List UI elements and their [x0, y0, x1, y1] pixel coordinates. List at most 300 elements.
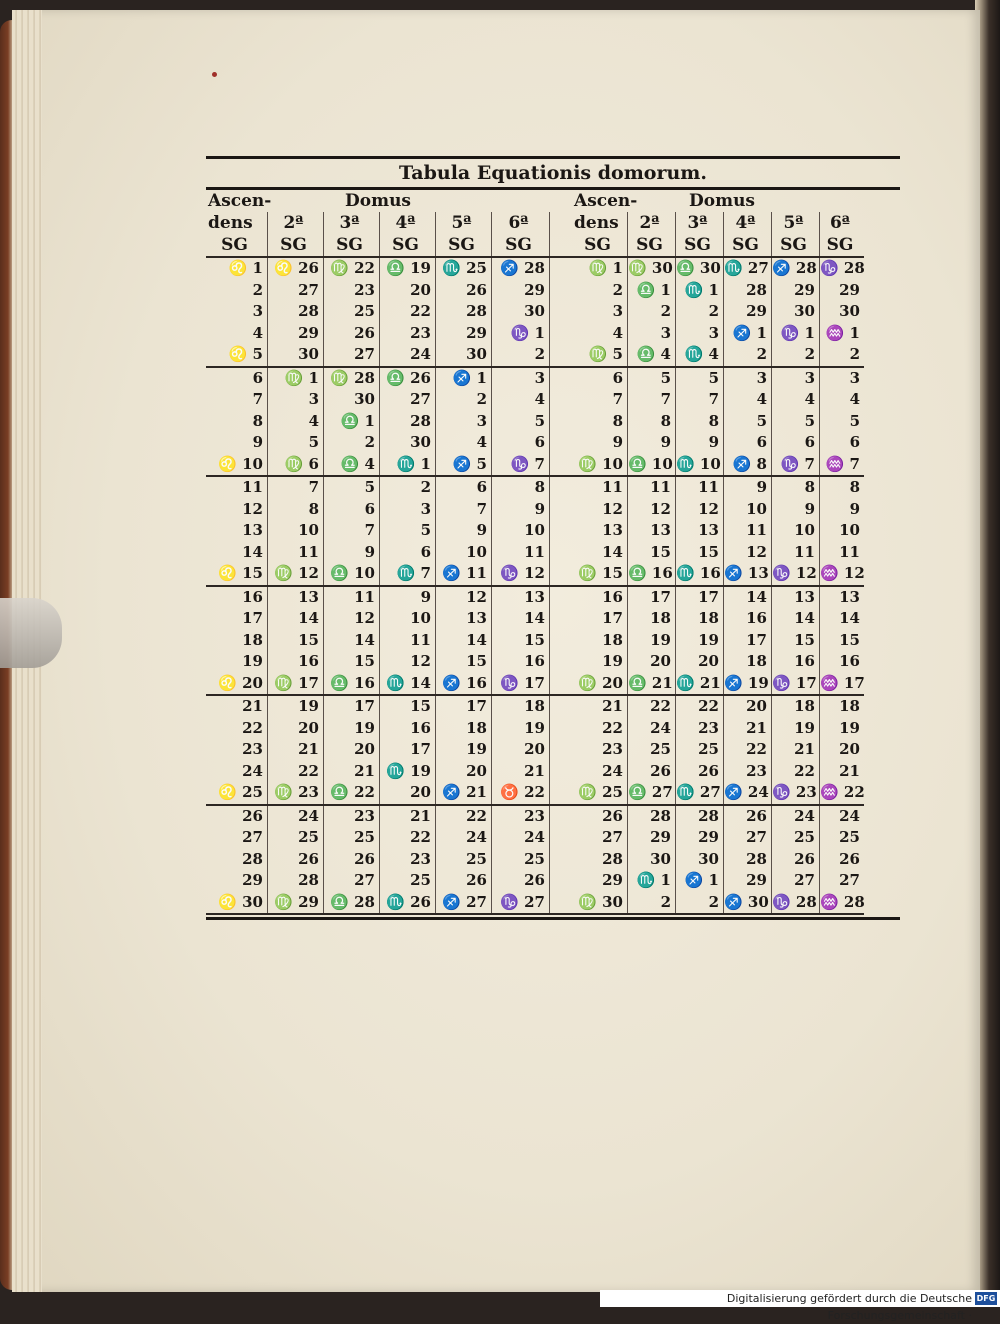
table-cell: 2 [324, 432, 380, 454]
table-cell: ♐ 27 [436, 892, 492, 914]
table-cell: ♎ 28 [324, 892, 380, 914]
table-cell: ♍ 1 [572, 258, 628, 280]
table-cell: 15 [772, 630, 820, 652]
table-cell: 2 [849, 345, 860, 363]
spacer [550, 630, 572, 652]
table-cell: 17 [380, 739, 436, 761]
left-house-2: 2ª [268, 212, 324, 234]
table-cell: 18 [628, 608, 676, 630]
table-cell: 5 [724, 411, 772, 433]
table-cell: 26 [724, 806, 772, 828]
table-cell: 16 [724, 608, 772, 630]
table-cell: 4 [849, 390, 860, 408]
spacer [550, 389, 572, 411]
table-cell: ♐ 11 [436, 563, 492, 585]
table-cell: 16 [572, 587, 628, 609]
table-cell: 22 [676, 696, 724, 718]
table-cell: ♎ 16 [628, 563, 676, 585]
table-cell: 17 [572, 608, 628, 630]
table-cell: 11 [628, 477, 676, 499]
table-cell: 22 [268, 761, 324, 783]
table-cell: ♐ 13 [724, 563, 772, 585]
spacer [550, 499, 572, 521]
table-cell: ♎ 10 [324, 563, 380, 585]
table-title: Tabula Equationis domorum. [398, 162, 708, 184]
table-cell: ♏ 25 [436, 258, 492, 280]
table-cell: 21 [572, 696, 628, 718]
table-cell: 13 [572, 520, 628, 542]
table-cell: 19 [676, 630, 724, 652]
table-cell: 21 [324, 761, 380, 783]
table-cell: 14 [268, 608, 324, 630]
table-cell: ♍ 22 [324, 258, 380, 280]
table-cell: 30 [676, 849, 724, 871]
table-cell: 10 [724, 499, 772, 521]
table-cell: 29 [772, 280, 820, 302]
table-cell: 22 [572, 718, 628, 740]
table-cell: 6 [849, 433, 860, 451]
table-cell: 2 [380, 477, 436, 499]
table-cell: 5 [628, 368, 676, 390]
table-cell: 6 [724, 432, 772, 454]
table-cell: ♑ 7 [772, 454, 820, 476]
table-cell: 14 [436, 630, 492, 652]
table-cell: 11 [676, 477, 724, 499]
table-cell: 24 [268, 806, 324, 828]
table-cell: 27 [380, 389, 436, 411]
table-cell: 20 [436, 761, 492, 783]
table-cell: 19 [492, 718, 550, 740]
table-cell: 4 [268, 411, 324, 433]
table-cell: 11 [492, 542, 550, 564]
table-cell: 26 [324, 849, 380, 871]
table-cell: 26 [628, 761, 676, 783]
table-cell: ♎ 21 [628, 673, 676, 695]
table-cell: ♑ 12 [772, 563, 820, 585]
table-cell: 30 [268, 344, 324, 366]
table-cell: ♑ 23 [772, 782, 820, 804]
table-cell: 29 [206, 870, 268, 892]
table-cell: 19 [572, 651, 628, 673]
table-cell: 28 [628, 806, 676, 828]
table-cell: 23 [492, 806, 550, 828]
table-cell: 17 [206, 608, 268, 630]
table-cell: 17 [676, 587, 724, 609]
right-house-4: 4ª [724, 212, 772, 234]
equation-of-houses-table [206, 156, 900, 920]
table-cell: 25 [268, 827, 324, 849]
spacer [550, 301, 572, 323]
table-cell: 7 [572, 389, 628, 411]
table-cell: 19 [324, 718, 380, 740]
table-cell: 25 [436, 849, 492, 871]
table-cell: ♐ 1 [676, 870, 724, 892]
sg-label: SG [676, 234, 724, 256]
table-cell: 8 [572, 411, 628, 433]
table-cell: 28 [572, 849, 628, 871]
spacer [550, 542, 572, 564]
table-cell: 16 [492, 651, 550, 673]
spacer [772, 190, 820, 212]
table-cell: 5 [268, 432, 324, 454]
table-cell: ♑ 27 [492, 892, 550, 914]
table-cell: 23 [324, 280, 380, 302]
table-cell: 28 [268, 301, 324, 323]
table-cell: 25 [628, 739, 676, 761]
table-cell: 29 [572, 870, 628, 892]
table-cell: ♍ 30 [628, 258, 676, 280]
table-cell: 23 [380, 323, 436, 345]
table-cell: ♒ 1 [825, 323, 860, 342]
table-cell: 27 [772, 870, 820, 892]
table-cell: 15 [268, 630, 324, 652]
table-cell: 25 [380, 870, 436, 892]
table-cell: 9 [380, 587, 436, 609]
table-cell: ♐ 1 [436, 368, 492, 390]
table-cell: 3 [724, 368, 772, 390]
table-cell: 25 [492, 849, 550, 871]
table-cell: ♏ 10 [676, 454, 724, 476]
spacer [550, 806, 572, 828]
table-cell: 4 [572, 323, 628, 345]
table-cell: 26 [206, 806, 268, 828]
table-cell: 7 [324, 520, 380, 542]
spacer [550, 849, 572, 871]
table-cell: ♒ 28 [820, 892, 865, 911]
table-cell: 3 [436, 411, 492, 433]
table-cell: 5 [676, 368, 724, 390]
table-cell: ♏ 14 [380, 673, 436, 695]
table-cell: 4 [492, 389, 550, 411]
table-cell: 12 [436, 587, 492, 609]
bottom-rule [206, 917, 900, 920]
table-cell: 6 [206, 368, 268, 390]
table-cell: ♑ 7 [492, 454, 550, 476]
table-cell: 19 [839, 718, 860, 737]
table-cell: 7 [628, 389, 676, 411]
table-cell: ♐ 19 [724, 673, 772, 695]
table-cell: ♍ 25 [572, 782, 628, 804]
table-cell: ♍ 1 [268, 368, 324, 390]
spacer [550, 651, 572, 673]
table-cell: 3 [572, 301, 628, 323]
table-cell: 2 [724, 344, 772, 366]
table-cell: ♎ 4 [324, 454, 380, 476]
table-cell: ♎ 26 [380, 368, 436, 390]
table-cell: ♍ 20 [572, 673, 628, 695]
table-cell: ♌ 30 [206, 892, 268, 914]
table-cell: 2 [676, 301, 724, 323]
table-cell: 21 [268, 739, 324, 761]
table-cell: 22 [628, 696, 676, 718]
table-cell: 8 [849, 478, 860, 496]
right-house-5: 5ª [772, 212, 820, 234]
sg-label: SG [628, 234, 676, 256]
table-cell: ♍ 5 [572, 344, 628, 366]
table-cell: ♍ 15 [572, 563, 628, 585]
table-cell: 30 [628, 849, 676, 871]
spacer [550, 344, 572, 366]
spacer [550, 454, 572, 476]
table-cell: ♎ 22 [324, 782, 380, 804]
table-cell: 30 [380, 432, 436, 454]
spacer [550, 870, 572, 892]
left-house-5: 5ª [436, 212, 492, 234]
table-cell: 3 [206, 301, 268, 323]
right-ascen-label: Ascen- [574, 191, 638, 211]
table-cell: 25 [676, 739, 724, 761]
table-cell: ♏ 16 [676, 563, 724, 585]
table-cell: 21 [206, 696, 268, 718]
table-cell: 10 [772, 520, 820, 542]
table-cell: ♎ 30 [676, 258, 724, 280]
spacer [550, 892, 572, 914]
table-cell: ♍ 23 [268, 782, 324, 804]
table-cell: 22 [436, 806, 492, 828]
table-cell: 16 [839, 652, 860, 670]
table-cell: ♍ 10 [572, 454, 628, 476]
table-cell: 24 [380, 344, 436, 366]
table-cell: ♒ 7 [825, 454, 860, 473]
table-cell: 4 [724, 389, 772, 411]
table-cell: 22 [772, 761, 820, 783]
sg-label: SG [826, 235, 854, 255]
left-house-4: 4ª [380, 212, 436, 234]
table-cell: ♌ 26 [268, 258, 324, 280]
table-cell: 14 [572, 542, 628, 564]
spacer [550, 432, 572, 454]
table-cell: 29 [724, 301, 772, 323]
table-cell: 9 [206, 432, 268, 454]
table-cell: 13 [628, 520, 676, 542]
table-cell: 19 [206, 651, 268, 673]
spacer [492, 190, 550, 212]
table-cell: 10 [436, 542, 492, 564]
spacer [550, 212, 572, 234]
table-cell: 27 [839, 871, 860, 889]
table-cell: 17 [436, 696, 492, 718]
table-cell: 20 [380, 782, 436, 804]
table-cell: 29 [839, 280, 860, 299]
table-cell: 11 [206, 477, 268, 499]
table-cell: ♏ 21 [676, 673, 724, 695]
table-cell: 28 [380, 411, 436, 433]
table-cell: 26 [839, 849, 860, 868]
table-cell: ♑ 1 [492, 323, 550, 345]
table-cell: 13 [839, 587, 860, 606]
spacer [550, 280, 572, 302]
spacer [550, 608, 572, 630]
red-ink-mark [212, 72, 217, 77]
table-cell: ♒ 17 [820, 673, 865, 692]
right-house-2: 2ª [628, 212, 676, 234]
table-cell: ♍ 6 [268, 454, 324, 476]
table-cell: 9 [724, 477, 772, 499]
spacer [550, 696, 572, 718]
table-cell: ♎ 16 [324, 673, 380, 695]
table-cell: 8 [676, 411, 724, 433]
table-cell: ♌ 25 [206, 782, 268, 804]
spacer [820, 190, 864, 212]
table-cell: 7 [436, 499, 492, 521]
spacer [550, 563, 572, 585]
spacer [628, 190, 676, 212]
table-cell: 24 [572, 761, 628, 783]
table-cell: 10 [380, 608, 436, 630]
table-cell: 26 [492, 870, 550, 892]
table-cell: 2 [772, 344, 820, 366]
table-cell: 27 [324, 344, 380, 366]
table-cell: 29 [492, 280, 550, 302]
table-cell: 12 [676, 499, 724, 521]
table-cell: 11 [839, 542, 860, 561]
table-cell: 24 [772, 806, 820, 828]
table-cell: 2 [572, 280, 628, 302]
table-cell: 2 [492, 344, 550, 366]
table-cell: ♏ 1 [676, 280, 724, 302]
table-cell: 18 [492, 696, 550, 718]
sg-label: SG [206, 234, 268, 256]
sg-label: SG [324, 234, 380, 256]
table-cell: 9 [324, 542, 380, 564]
table-cell: ♎ 19 [380, 258, 436, 280]
sg-label: SG [436, 234, 492, 256]
spacer [550, 673, 572, 695]
table-cell: 25 [324, 301, 380, 323]
table-cell: ♐ 5 [436, 454, 492, 476]
table-cell: ♍ 30 [572, 892, 628, 914]
table-cell: 2 [676, 892, 724, 914]
table-grid [206, 190, 900, 915]
table-cell: 11 [724, 520, 772, 542]
table-cell: 8 [492, 477, 550, 499]
table-cell: 24 [492, 827, 550, 849]
table-cell: 13 [676, 520, 724, 542]
table-cell: 3 [676, 323, 724, 345]
table-cell: 21 [492, 761, 550, 783]
table-cell: 22 [206, 718, 268, 740]
table-cell: 12 [572, 499, 628, 521]
table-cell: ♏ 19 [380, 761, 436, 783]
spacer [550, 718, 572, 740]
table-cell: ♑ 28 [772, 892, 820, 914]
table-cell: 8 [628, 411, 676, 433]
table-cell: 15 [628, 542, 676, 564]
table-cell: 27 [268, 280, 324, 302]
table-cell: ♑ 12 [492, 563, 550, 585]
table-cell: 3 [849, 368, 860, 387]
table-cell: 9 [572, 432, 628, 454]
table-cell: ♎ 1 [324, 411, 380, 433]
spacer [550, 761, 572, 783]
table-cell: 26 [436, 280, 492, 302]
left-ascen-label: Ascen- [208, 191, 272, 211]
table-cell: ♑ 28 [820, 259, 865, 277]
table-cell: ♉ 22 [492, 782, 550, 804]
spacer [550, 782, 572, 804]
table-cell: 2 [436, 389, 492, 411]
table-cell: 15 [436, 651, 492, 673]
table-cell: ♐ 24 [724, 782, 772, 804]
table-cell: 29 [676, 827, 724, 849]
table-cell: 30 [492, 301, 550, 323]
table-cell: 14 [206, 542, 268, 564]
right-house-3: 3ª [676, 212, 724, 234]
table-cell: 20 [324, 739, 380, 761]
table-cell: 20 [380, 280, 436, 302]
table-cell: ♐ 28 [492, 258, 550, 280]
table-cell: 23 [380, 849, 436, 871]
table-cell: 30 [436, 344, 492, 366]
table-cell: 15 [676, 542, 724, 564]
table-cell: 15 [324, 651, 380, 673]
table-cell: 26 [436, 870, 492, 892]
table-cell: 11 [572, 477, 628, 499]
table-cell: 28 [676, 806, 724, 828]
spacer [550, 258, 572, 280]
table-cell: 17 [324, 696, 380, 718]
table-cell: 21 [772, 739, 820, 761]
table-cell: 11 [324, 587, 380, 609]
table-cell: ♐ 21 [436, 782, 492, 804]
table-cell: 23 [572, 739, 628, 761]
table-cell: 18 [772, 696, 820, 718]
table-cell: 20 [724, 696, 772, 718]
table-cell: 30 [772, 301, 820, 323]
spacer [550, 190, 572, 212]
table-cell: 8 [268, 499, 324, 521]
table-cell: 23 [724, 761, 772, 783]
left-house-3: 3ª [324, 212, 380, 234]
table-cell: ♐ 8 [724, 454, 772, 476]
table-cell: 28 [724, 849, 772, 871]
table-cell: 4 [436, 432, 492, 454]
right-domus-label: Domus [689, 191, 755, 211]
table-cell: 5 [324, 477, 380, 499]
table-cell: ♎ 27 [628, 782, 676, 804]
table-cell: 18 [436, 718, 492, 740]
table-cell: ♎ 4 [628, 344, 676, 366]
table-cell: 16 [268, 651, 324, 673]
table-cell: 13 [206, 520, 268, 542]
table-cell: 23 [676, 718, 724, 740]
table-cell: 26 [676, 761, 724, 783]
left-dens-label: dens [206, 212, 268, 234]
page-clip [0, 598, 62, 668]
table-cell: 22 [380, 301, 436, 323]
table-cell: 8 [206, 411, 268, 433]
sg-label: SG [268, 234, 324, 256]
table-cell: 20 [676, 651, 724, 673]
table-cell: 10 [839, 521, 860, 539]
table-cell: 16 [380, 718, 436, 740]
table-cell: 18 [206, 630, 268, 652]
table-cell: 25 [324, 827, 380, 849]
table-cell: ♏ 26 [380, 892, 436, 914]
table-cell: 29 [436, 323, 492, 345]
table-cell: 6 [772, 432, 820, 454]
table-cell: 15 [492, 630, 550, 652]
digitization-footer: Digitalisierung gefördert durch die Deutsche Forschungsgemeinschaft · [600, 1290, 1000, 1307]
table-cell: 11 [268, 542, 324, 564]
spacer [550, 827, 572, 849]
spacer [550, 323, 572, 345]
table-cell: ♍ 29 [268, 892, 324, 914]
table-cell: 6 [572, 368, 628, 390]
table-cell: ♐ 1 [724, 323, 772, 345]
table-cell: 14 [324, 630, 380, 652]
table-cell: ♑ 17 [492, 673, 550, 695]
